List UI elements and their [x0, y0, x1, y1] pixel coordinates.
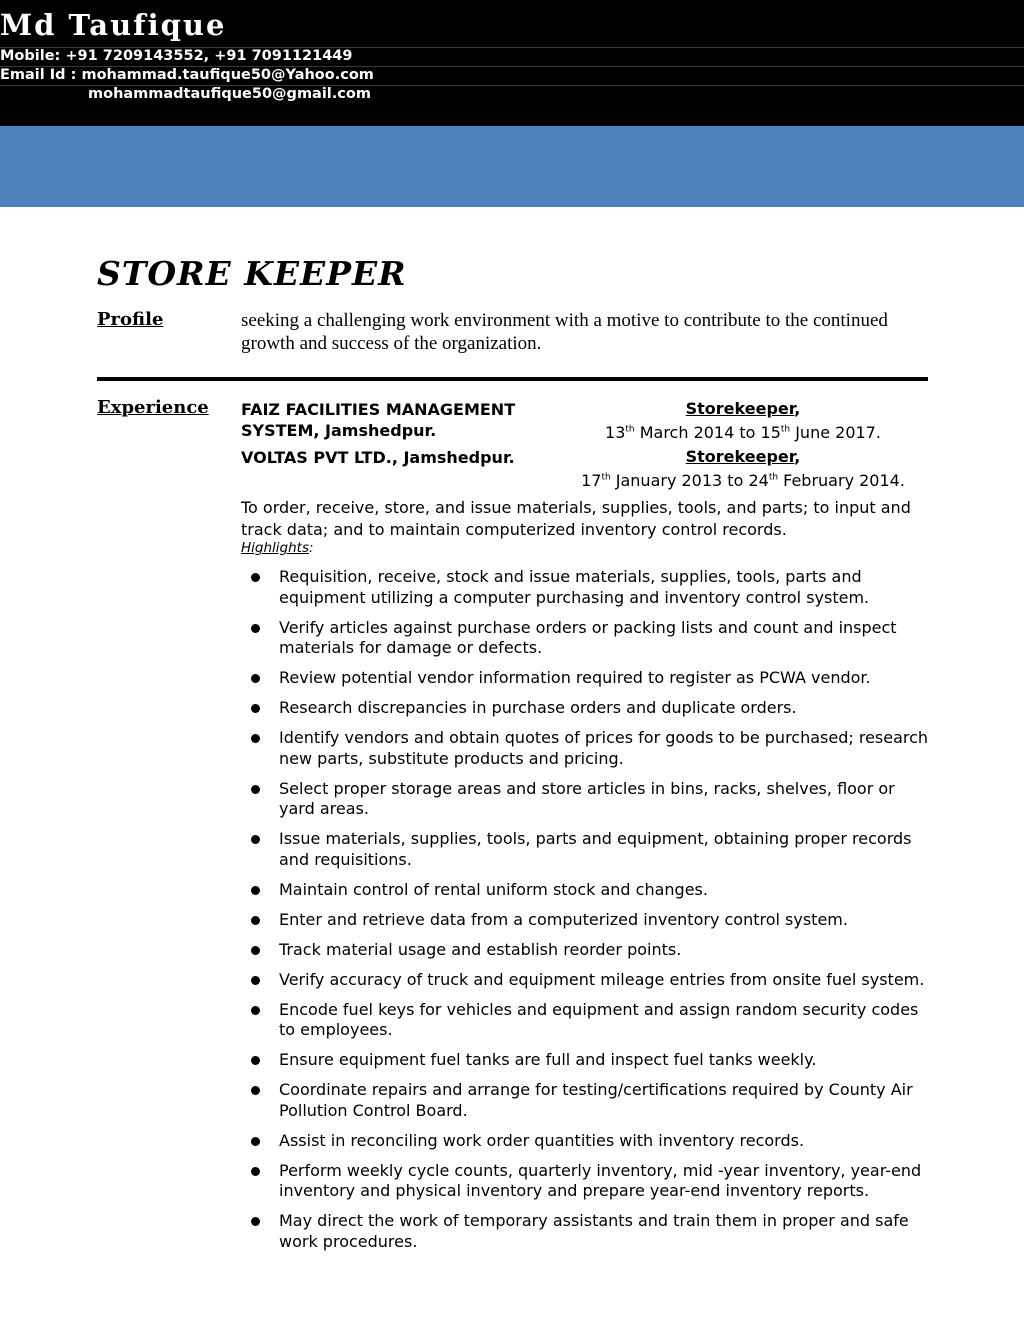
job-title: STORE KEEPER	[97, 254, 407, 293]
list-item: Track material usage and establish reorder points.	[248, 940, 933, 961]
highlights-list	[248, 567, 933, 1262]
bullet-icon	[251, 1056, 260, 1065]
bullet-icon	[251, 573, 260, 582]
list-item: Perform weekly cycle counts, quarterly inventory, mid -year inventory, year-end inventory and physical inventory and prepare year-end inventory reports.	[248, 1161, 933, 1202]
list-item: Requisition, receive, stock and issue materials, supplies, tools, parts and equipment utilizing a computer purchasing and inventory control system.	[248, 567, 933, 608]
company-name: VOLTAS PVT LTD., Jamshedpur.	[241, 448, 515, 467]
list-item: Maintain control of rental uniform stock and changes.	[248, 880, 933, 901]
job-role: Storekeeper, 13th March 2014 to 15th June 2017.	[560, 397, 926, 445]
bullet-icon	[251, 946, 260, 955]
bullet-icon	[251, 734, 260, 743]
bullet-icon	[251, 976, 260, 985]
bullet-icon	[251, 916, 260, 925]
list-item: Enter and retrieve data from a computerized inventory control system.	[248, 910, 933, 931]
list-item: Verify accuracy of truck and equipment mileage entries from onsite fuel system.	[248, 970, 933, 991]
job-dates: 17th January 2013 to 24th February 2014.	[581, 471, 905, 490]
list-item: Ensure equipment fuel tanks are full and inspect fuel tanks weekly.	[248, 1050, 933, 1071]
list-item: Review potential vendor information required to register as PCWA vendor.	[248, 668, 933, 689]
profile-label: Profile	[97, 309, 164, 330]
profile-text: seeking a challenging work environment with a motive to contribute to the continued growth and success of the organization.	[241, 310, 888, 354]
email-secondary: mohammadtaufique50@gmail.com	[88, 86, 371, 102]
header-banner	[0, 0, 1024, 126]
role-summary: To order, receive, store, and issue materials, supplies, tools, and parts; to input and track data; and to maintain computerized inventory control records.	[241, 498, 911, 539]
list-item: Select proper storage areas and store articles in bins, racks, shelves, floor or yard areas.	[248, 779, 933, 820]
email-primary: Email Id : mohammad.taufique50@Yahoo.com	[0, 67, 374, 83]
bullet-icon	[251, 1006, 260, 1015]
bullet-icon	[251, 704, 260, 713]
list-item: Encode fuel keys for vehicles and equipment and assign random security codes to employees.	[248, 1000, 933, 1041]
bullet-icon	[251, 624, 260, 633]
list-item: Identify vendors and obtain quotes of prices for goods to be purchased; research new parts, substitute products and pricing.	[248, 728, 933, 769]
bullet-icon	[251, 886, 260, 895]
company-name: FAIZ FACILITIES MANAGEMENT SYSTEM, Jamshedpur.	[241, 400, 516, 440]
experience-label: Experience	[97, 397, 209, 418]
candidate-name: Md Taufique	[0, 8, 227, 42]
accent-band	[0, 126, 1024, 207]
list-item: Verify articles against purchase orders or packing lists and count and inspect materials for damage or defects.	[248, 618, 933, 659]
bullet-icon	[251, 785, 260, 794]
job-role: Storekeeper, 17th January 2013 to 24th February 2014.	[560, 445, 926, 493]
bullet-icon	[251, 1217, 260, 1226]
bullet-icon	[251, 835, 260, 844]
list-item: Research discrepancies in purchase orders and duplicate orders.	[248, 698, 933, 719]
job-dates: 13th March 2014 to 15th June 2017.	[605, 423, 881, 442]
bullet-icon	[251, 1086, 260, 1095]
list-item: Coordinate repairs and arrange for testing/certifications required by County Air Pollution Control Board.	[248, 1080, 933, 1121]
list-item: May direct the work of temporary assistants and train them in proper and safe work procedures.	[248, 1211, 933, 1252]
bullet-icon	[251, 674, 260, 683]
list-item: Issue materials, supplies, tools, parts and equipment, obtaining proper records and requisitions.	[248, 829, 933, 870]
mobile-numbers: Mobile: +91 7209143552, +91 7091121449	[0, 48, 353, 64]
section-divider	[97, 377, 928, 381]
role-title: Storekeeper	[685, 399, 795, 418]
highlights-label: Highlights:	[241, 540, 314, 556]
role-title: Storekeeper	[685, 447, 795, 466]
bullet-icon	[251, 1167, 260, 1176]
bullet-icon	[251, 1137, 260, 1146]
list-item: Assist in reconciling work order quantities with inventory records.	[248, 1131, 933, 1152]
